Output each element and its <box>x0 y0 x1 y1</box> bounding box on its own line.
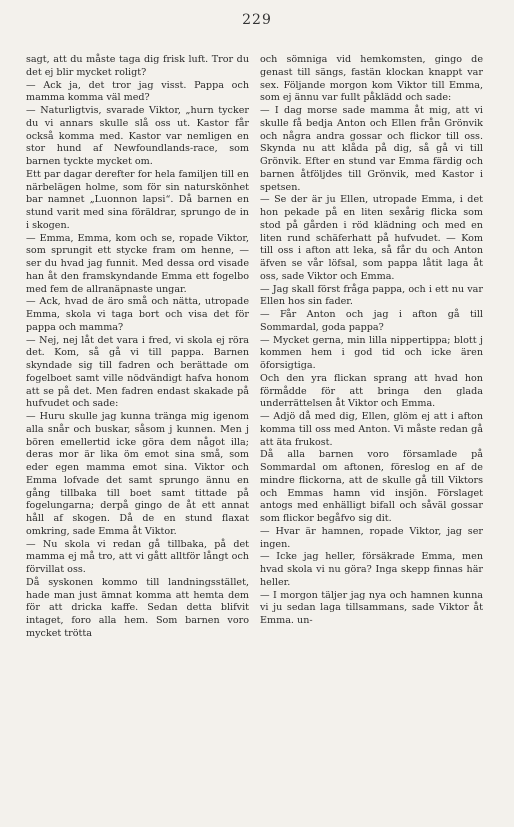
paragraph: — Ack ja, det tror jag visst. Pappa och mamma komma väl med? <box>26 79 249 104</box>
paragraph: — Får Anton och jag i afton gå till Sommardal, goda pappa? <box>260 309 483 333</box>
paragraph: — Naturligtvis, svarade Viktor, „hurn tycker du vi annars skulle slå oss ut. Kastor får också komma med. Kastor var nemligen en stor hund af Newfoundlands-race, som barnen tyckte mycket om. <box>26 105 249 167</box>
paragraph: Då alla barnen voro församlade på Sommardal om aftonen, föreslog en af de mindre flickorna, att de skulle gå till Viktors och Emmas hamn vid insjön. Förslaget antogs med enhälligt bifall och såväl gossar som flickor begåfvo sig dit. <box>260 449 483 524</box>
paragraph: sagt, att du måste taga dig frisk luft. Tror du det ej blir mycket roligt? <box>26 54 249 78</box>
paragraph: — Icke jag heller, försäkrade Emma, men hvad skola vi nu göra? Inga skepp finnas här heller. <box>260 551 483 588</box>
paragraph: — Nej, nej låt det vara i fred, vi skola ej röra det. Kom, så gå vi till pappa. Barnen skyndade sig till fadren och berättade om fogelboet samt ville nödvändigt hafva honom att se på det. Men fadren endast skakade på hufvudet och sade: <box>26 334 249 410</box>
paragraph: — Emma, Emma, kom och se, ropade Viktor, som sprungit ett stycke fram om henne, — ser du hvad jag funnit. Med dessa ord visade han åt den framskyndande Emma ett fogelbo med fem de allranäpnaste ungar. <box>26 232 249 295</box>
paragraph: och sömniga vid hemkomsten, gingo de genast till sängs, fastän klockan knappt var sex. Följande morgon kom Viktor till Emma, som ej ännu var fullt påklädd och sade: <box>260 54 483 104</box>
paragraph: — Ack, hvad de äro små och nätta, utropade Emma, skola vi taga bort och visa det för pappa och mamma? <box>26 296 249 333</box>
paragraph: — Hvar är hamnen, ropade Viktor, jag ser ingen. <box>260 525 483 550</box>
paragraph: — Huru skulle jag kunna tränga mig igenom alla snår och buskar, såsom j kunnen. Men j bören emellertid icke göra dem något illa; deras mor är lika öm emot sina små, som eder egen mamma emot sina. Viktor och Emma lofvade det samt sprungo ännu en gång tillbaka till boet samt tittade på fogelungarna; derpå gingo de åt ett annat håll af skogen. Då de en stund flaxat omkring, sade Emma åt Viktor. <box>26 411 249 537</box>
paragraph: — Mycket gerna, min lilla nippertippa; blott j kommen hem i god tid och icke ären öforsigtiga. <box>260 334 483 371</box>
paragraph: — Se der är ju Ellen, utropade Emma, i det hon pekade på en liten sexårig flicka som stod på gården i röd klädning och med en liten rund schäferhatt på hufvudet. — Kom till oss i afton att leka, så får du och Anton äfven se vår löfsal, som pappa låtit laga åt oss, sade Viktor och Emma. <box>260 194 483 282</box>
paragraph: — I morgon täljer jag nya och hamnen kunna vi ju sedan laga tillsammans, sade Viktor åt Emma. un- <box>260 589 483 626</box>
paragraph: — I dag morse sade mamma åt mig, att vi skulle få bedja Anton och Ellen från Grönvik och några andra gossar och flickor till oss. Skynda nu att klåda på dig, så gå vi till Grönvik. Efter en stund var Emma färdig och barnen åtföljdes till Grönvik, med Kastor i spetsen. <box>260 105 483 193</box>
right-column <box>260 54 483 628</box>
page-number: 229 <box>242 12 272 28</box>
paragraph: Ett par dagar derefter for hela familjen till en närbelägen holme, som för sin naturskönhet bar namnet „Luonnon lapsi“. Då barnen en stund varit med sina föräldrar, sprungo de in i skogen. <box>26 168 249 231</box>
paragraph: — Jag skall först fråga pappa, och i ett nu var Ellen hos sin fader. <box>260 283 483 308</box>
left-column <box>26 54 249 641</box>
paragraph: Då syskonen kommo till landningsstället, hade man just ämnat komma att hemta dem för att dricka kaffe. Sedan detta blifvit intaget, foro alla hem. Som barnen voro mycket trötta <box>26 576 249 639</box>
paragraph: Och den yra flickan sprang att hvad hon förmådde för att bringa den glada underrättelsen åt Viktor och Emma. <box>260 372 483 410</box>
paragraph: — Nu skola vi redan gå tillbaka, på det mamma ej må tro, att vi gått alltför långt och förvillat oss. <box>26 538 249 575</box>
paragraph: — Adjö då med dig, Ellen, glöm ej att i afton komma till oss med Anton. Vi måste redan gå att äta frukost. <box>260 411 483 448</box>
column-divider <box>252 54 253 814</box>
